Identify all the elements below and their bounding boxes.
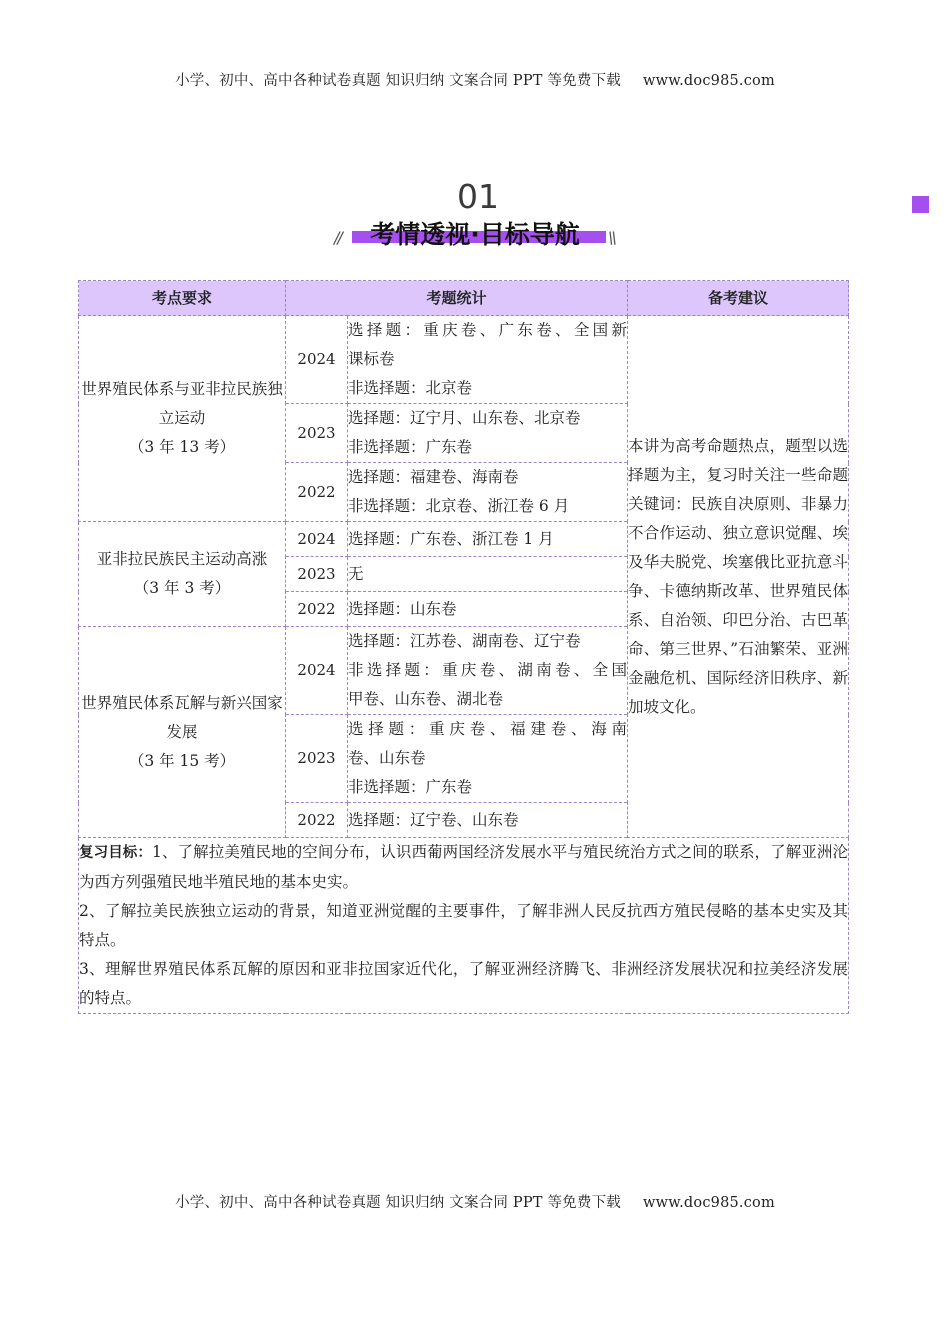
topic-count: （3 年 13 考） xyxy=(128,438,236,456)
year-cell: 2023 xyxy=(286,404,348,463)
section-number-accent xyxy=(912,196,929,213)
table-header-row xyxy=(79,281,849,316)
stat-line: 非选择题：北京卷 xyxy=(348,379,473,397)
stat-cell xyxy=(348,522,628,557)
topic-cell xyxy=(79,627,286,838)
year-cell: 2023 xyxy=(286,715,348,803)
year-cell: 2022 xyxy=(286,803,348,838)
right-slash-decoration: \\ xyxy=(608,228,615,247)
stat-cell xyxy=(348,404,628,463)
footer-text: 小学、初中、高中各种试卷真题 知识归纳 文案合同 PPT 等免费下载 xyxy=(175,1195,621,1211)
year-cell: 2024 xyxy=(286,316,348,404)
table-row xyxy=(79,316,849,404)
stat-cell xyxy=(348,592,628,627)
topic-count: （3 年 15 考） xyxy=(128,751,236,770)
stat-line: 选择题：江苏卷、湖南卷、辽宁卷 xyxy=(348,632,581,650)
stat-line: 非选择题：广东卷 xyxy=(348,438,473,456)
stat-line: 选择题：辽宁卷、山东卷 xyxy=(348,810,519,829)
header-advice: 备考建议 xyxy=(628,281,849,316)
topic-title: 亚非拉民族民主运动高涨 xyxy=(96,550,268,568)
page-footer xyxy=(0,1191,950,1212)
stat-line: 课标卷 xyxy=(348,350,395,368)
exam-analysis-table xyxy=(78,280,849,1014)
stat-cell xyxy=(348,627,628,715)
stat-line: 非选择题：北京卷、浙江卷 6 月 xyxy=(348,497,570,515)
goals-label: 复习目标： xyxy=(79,845,152,861)
stat-line: 卷、山东卷 xyxy=(348,749,426,767)
page-header xyxy=(0,69,950,90)
stat-line: 选择题：山东卷 xyxy=(348,599,457,618)
footer-site-link[interactable]: www.doc985.com xyxy=(642,1195,775,1211)
stat-line: 选择题：广东卷、浙江卷 1 月 xyxy=(348,529,554,548)
left-slash-decoration: // xyxy=(334,228,341,247)
stat-cell xyxy=(348,803,628,838)
header-site-link[interactable]: www.doc985.com xyxy=(642,73,775,89)
stat-cell xyxy=(348,316,628,404)
stat-line: 甲卷、山东卷、湖北卷 xyxy=(348,690,504,708)
topic-count: （3 年 3 考） xyxy=(133,579,231,597)
section-heading: 考情透视·目标导航 xyxy=(370,220,580,249)
stat-cell xyxy=(348,715,628,803)
year-cell: 2023 xyxy=(286,557,348,592)
goal-item: 2、了解拉美民族独立运动的背景，知道亚洲觉醒的主要事件，了解非洲人民反抗西方殖民侵略的基本史实及其特点。 xyxy=(79,902,849,949)
header-statistics: 考题统计 xyxy=(286,281,628,316)
stat-line: 选择题：重庆卷、广东卷、全国新 xyxy=(348,321,628,339)
topic-cell xyxy=(79,316,286,522)
year-cell: 2022 xyxy=(286,463,348,522)
stat-cell xyxy=(348,463,628,522)
header-topic: 考点要求 xyxy=(79,281,286,316)
advice-cell: 本讲为高考命题热点，题型以选择题为主，复习时关注一些命题关键词：民族自决原则、非暴力不合作运动、独立意识觉醒、埃及华夫脱党、埃塞俄比亚抗意斗争、卡德纳斯改革、世界殖民体系、自治领、印巴分治、古巴革命、第三世界、”石油繁荣、亚洲金融危机、国际经济旧秩序、新加坡文化。 xyxy=(628,316,849,838)
section-number: 01 xyxy=(457,178,505,216)
goal-item: 3、理解世界殖民体系瓦解的原因和亚非拉国家近代化，了解亚洲经济腾飞、非洲经济发展状况和拉美经济发展的特点。 xyxy=(79,960,849,1007)
stat-line: 非选择题：广东卷 xyxy=(348,778,473,796)
stat-line: 选择题：重庆卷、福建卷、海南 xyxy=(348,720,628,738)
review-goals-cell xyxy=(79,838,849,1014)
goals-row xyxy=(79,838,849,1014)
header-text: 小学、初中、高中各种试卷真题 知识归纳 文案合同 PPT 等免费下载 xyxy=(175,73,621,89)
year-cell: 2022 xyxy=(286,592,348,627)
stat-line: 选择题：福建卷、海南卷 xyxy=(348,468,519,486)
goal-item: 复习目标：1、了解拉美殖民地的空间分布，认识西葡两国经济发展水平与殖民统治方式之间的联系，了解亚洲沦为西方列强殖民地半殖民地的基本史实。 xyxy=(79,843,849,891)
stat-cell xyxy=(348,557,628,592)
year-cell: 2024 xyxy=(286,522,348,557)
topic-cell xyxy=(79,522,286,627)
stat-line: 选择题：辽宁月、山东卷、北京卷 xyxy=(348,409,581,427)
stat-line: 非选择题：重庆卷、湖南卷、全国 xyxy=(348,661,628,679)
topic-title: 世界殖民体系瓦解与新兴国家发展 xyxy=(81,693,283,741)
topic-title: 世界殖民体系与亚非拉民族独立运动 xyxy=(81,380,283,427)
stat-line: 无 xyxy=(348,564,364,583)
section-title xyxy=(0,178,950,258)
year-cell: 2024 xyxy=(286,627,348,715)
